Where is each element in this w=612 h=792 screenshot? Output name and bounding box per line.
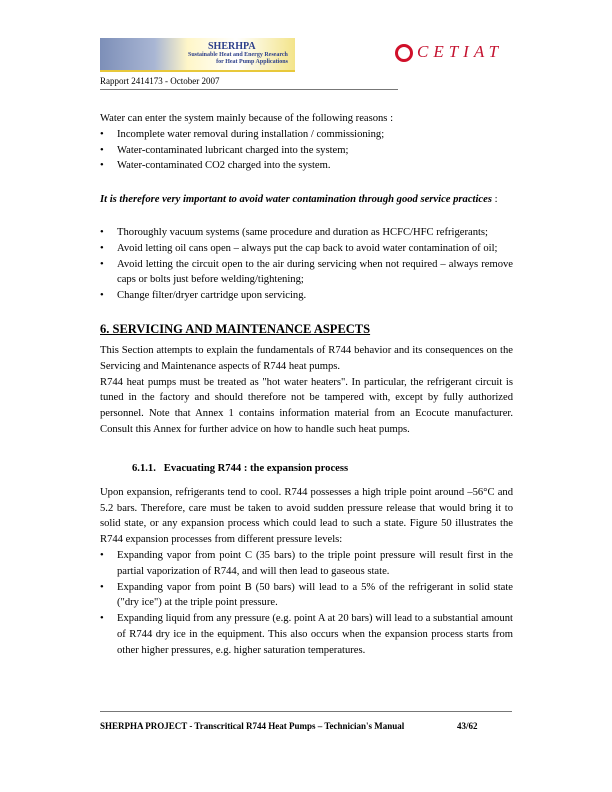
section-paragraph: This Section attempts to explain the fundamentals of R744 behavior and its consequences on the Servicing and Maintenance aspects of R744 heat pumps. bbox=[100, 345, 513, 372]
emphasis-text: It is therefore very important to avoid water contamination through good service practices bbox=[100, 194, 492, 205]
cetiat-ring-icon bbox=[395, 44, 413, 62]
intro-block bbox=[100, 111, 513, 174]
section-paragraph: R744 heat pumps must be treated as "hot water heaters". In particular, the refrigerant circuit is tuned in the factory and should therefore not be tampered with, except by fully authorized personnel. Note that Annex 1 contains information material from an Ecocute manufacturer. Consult this Annex for further advice on how to handle such heat pumps. bbox=[100, 376, 513, 435]
report-reference: Rapport 2414173 - October 2007 bbox=[100, 76, 220, 86]
footer-divider bbox=[100, 711, 512, 712]
list-item: • Change filter/dryer cartridge upon servicing. bbox=[100, 288, 513, 304]
reasons-list bbox=[100, 127, 513, 174]
practices-list bbox=[100, 225, 513, 304]
subsection-heading: 6.1.1. Evacuating R744 : the expansion process bbox=[132, 463, 349, 474]
list-item: • Thoroughly vacuum systems (same procedure and duration as HCFC/HFC refrigerants; bbox=[100, 225, 513, 241]
subsection-paragraph: Upon expansion, refrigerants tend to cool. R744 possesses a high triple point around –56°C and 5.2 bars. Therefore, care must be taken to avoid sudden pressure release that would bring it to solid state, or any expansion process which could lead to such a state. Figure 50 illustrates the R744 expansion processes from different pressure levels: bbox=[100, 486, 513, 546]
sherhpa-logo bbox=[100, 38, 295, 72]
footer-text: SHERPHA PROJECT - Transcritical R744 Heat Pumps – Technician's Manual bbox=[100, 721, 405, 731]
list-item: • Water-contaminated CO2 charged into the system. bbox=[100, 158, 513, 174]
list-item: • Water-contaminated lubricant charged into the system; bbox=[100, 143, 513, 159]
list-item: • Avoid letting oil cans open – always put the cap back to avoid water contamination of oil; bbox=[100, 241, 513, 257]
list-item: • Expanding liquid from any pressure (e.g. point A at 20 bars) will lead to a substantial amount of R744 dry ice in the equipment. This also occurs when the expansion process starts from other higher pressures, e.g. higher saturation temperatures. bbox=[100, 611, 513, 658]
logo-title: SHERHPA bbox=[208, 41, 256, 52]
list-item: • Expanding vapor from point C (35 bars) to the triple point pressure will result first in the partial vaporization of R744, and will then lead to gaseous state. bbox=[100, 548, 513, 580]
section-heading: 6. SERVICING AND MAINTENANCE ASPECTS bbox=[100, 322, 371, 336]
practices-block bbox=[100, 225, 513, 304]
logo-subtitle: Sustainable Heat and Energy Research for Heat Pump Applications bbox=[188, 52, 288, 65]
subsection-6-1-1 bbox=[100, 461, 513, 659]
intro-text: Water can enter the system mainly because of the following reasons : bbox=[100, 113, 394, 124]
list-item: • Incomplete water removal during installation / commissioning; bbox=[100, 127, 513, 143]
expansion-list bbox=[100, 548, 513, 659]
cetiat-logo: CETIAT bbox=[395, 42, 503, 62]
page-number: 43/62 bbox=[457, 721, 478, 731]
list-item: • Expanding vapor from point B (50 bars) will lead to a 5% of the refrigerant in solid state ("dry ice") at the triple point pressure. bbox=[100, 580, 513, 612]
list-item: • Avoid letting the circuit open to the air during servicing when not required – always remove caps or bolts just before welding/tightening; bbox=[100, 257, 513, 289]
section-6 bbox=[100, 322, 513, 438]
emphasis-block: It is therefore very important to avoid water contamination through good service practices : bbox=[100, 194, 498, 205]
header-divider bbox=[100, 89, 398, 90]
